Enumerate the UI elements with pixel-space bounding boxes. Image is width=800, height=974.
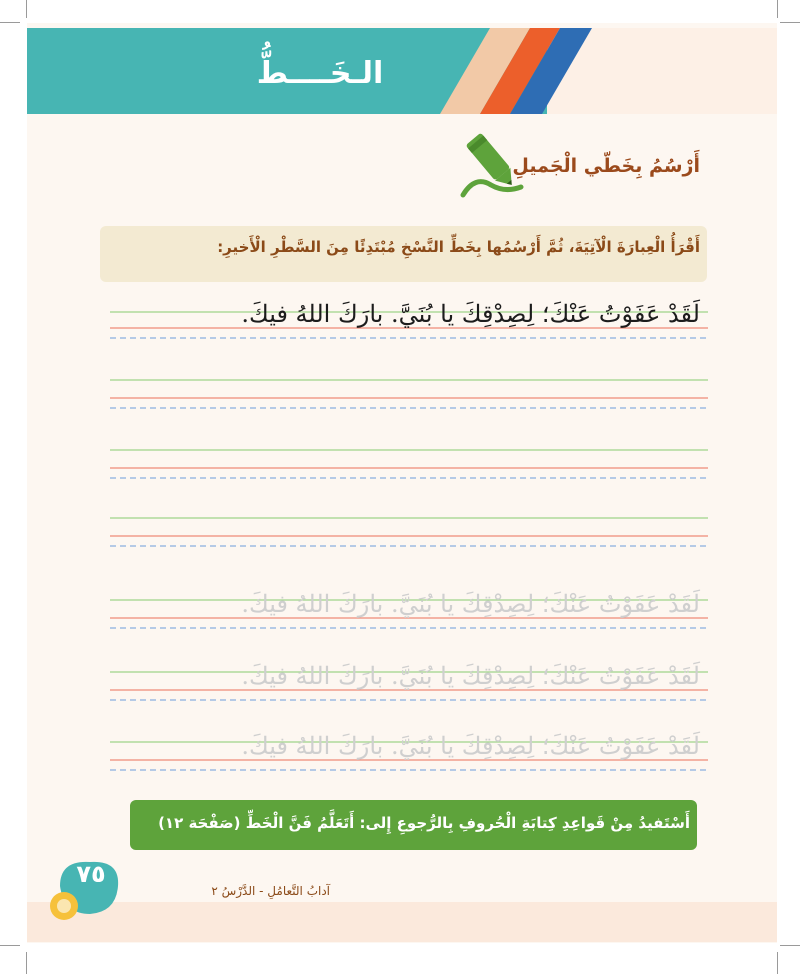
crop-mark bbox=[777, 952, 778, 974]
instruction-text: أَقْرَأُ الْعِبارَةَ الْآتِيَةَ، ثُمَّ أَرْسُمُها بِخَطِّ النَّسْخِ مُبْتَدِئًا مِنَ السَّطْرِ الْأَخيرِ: bbox=[217, 238, 700, 256]
line-set-3 bbox=[110, 450, 708, 478]
crop-mark bbox=[0, 22, 20, 23]
trace-sentence: لَقَدْ عَفَوْتُ عَنْكَ؛ لِصِدْقِكَ يا بُنَيَّ. بارَكَ اللهُ فيكَ. bbox=[241, 590, 700, 618]
header-stripes bbox=[440, 28, 600, 114]
section-title: أَرْسُمُ بِخَطّي الْجَميلِ bbox=[512, 155, 700, 177]
crop-mark bbox=[26, 0, 27, 18]
line-set-2 bbox=[110, 380, 708, 408]
reference-text: أَسْتَفيدُ مِنْ قَواعِدِ كِتابَةِ الْحُروفِ بِالرُّجوعِ إِلى: أَتَعَلَّمُ فَنَّ الْخَطِّ (صَفْحَة ١٢) bbox=[158, 814, 690, 832]
line-set-4 bbox=[110, 518, 708, 546]
trace-sentence: لَقَدْ عَفَوْتُ عَنْكَ؛ لِصِدْقِكَ يا بُنَيَّ. بارَكَ اللهُ فيكَ. bbox=[241, 732, 700, 760]
crop-mark bbox=[777, 0, 778, 18]
crop-mark bbox=[780, 945, 800, 946]
crop-mark bbox=[26, 952, 27, 974]
footer-lesson: آدابُ التَّعامُلِ - الدَّرْسُ ٢ bbox=[211, 884, 330, 898]
crop-mark bbox=[0, 945, 20, 946]
page-number: ٧٥ bbox=[76, 860, 106, 888]
model-sentence: لَقَدْ عَفَوْتُ عَنْكَ؛ لِصِدْقِكَ يا بُنَيَّ. بارَكَ اللهُ فيكَ. bbox=[241, 300, 700, 328]
page-title: الـخَــــطُّ bbox=[256, 56, 384, 91]
trace-sentence: لَقَدْ عَفَوْتُ عَنْكَ؛ لِصِدْقِكَ يا بُنَيَّ. بارَكَ اللهُ فيكَ. bbox=[241, 662, 700, 690]
crop-mark bbox=[780, 22, 800, 23]
footer-band bbox=[27, 902, 777, 942]
handwriting-lines bbox=[110, 290, 710, 780]
